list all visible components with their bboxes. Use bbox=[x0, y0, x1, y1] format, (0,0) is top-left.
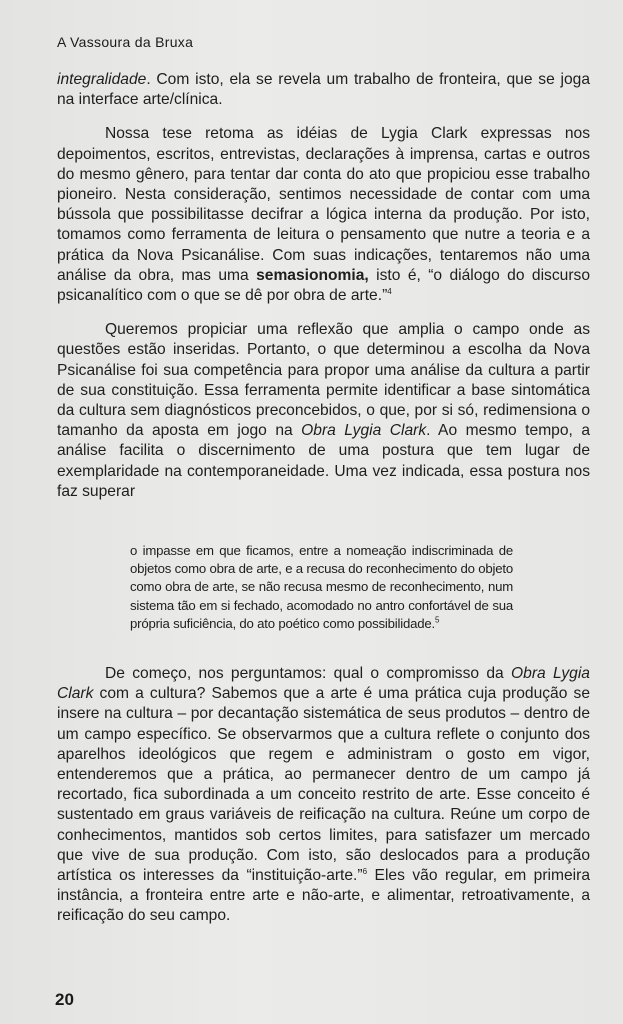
paragraph-3-text-before: Queremos propiciar uma reflexão que amplia o campo onde as questões estão inseridas. Portanto, o que determinou a escolha da Nova Psicanálise foi sua competência para propor uma análise da cultura a partir de sua constituição. Essa ferramenta permite identificar a base sintomática da cultura sem diagnósticos preconcebidos, o que, por si só, redimensiona o tamanho da aposta em jogo na bbox=[57, 321, 590, 440]
block-quote bbox=[130, 542, 513, 633]
italic-term: Obra Lygia Clark bbox=[301, 422, 427, 440]
quote-text: o impasse em que ficamos, entre a nomeação indiscriminada de objetos como obra de arte, e a recusa do reconhecimento do objeto como obra de arte, se não recusa mesmo de reconhecimento, num sistema tão em si fechado, acomodado no antro confortável de sua própria suficiência, do ato poético como possibilidade. bbox=[130, 543, 513, 631]
paragraph-4-text-after: Eles vão regular, em primeira instância, a fronteira entre arte e não-arte, e alimentar, retroativamente, a reificação do seu campo. bbox=[57, 867, 590, 925]
paragraph-4 bbox=[57, 664, 590, 927]
paragraph-2-text-before: Nossa tese retoma as idéias de Lygia Clark expressas nos depoimentos, escritos, entrevistas, declarações à imprensa, cartas e outros do mesmo gênero, para tentar dar conta do ato que propiciou esse trabalho pioneiro. Nesta consideração, sentimos necessidade de contar com uma bússola que possibilitasse decifrar a lógica interna da produção. Por isto, tomamos como ferramenta de leitura o pensamento que nutre a teoria e a prática da Nova Psicanálise. Com suas indicações, tentaremos não uma análise da obra, mas uma bbox=[57, 125, 590, 284]
main-text-bottom bbox=[57, 664, 590, 927]
footnote-marker: 5 bbox=[434, 615, 440, 625]
bold-term: semasionomia, bbox=[256, 266, 369, 284]
main-text-top bbox=[57, 70, 590, 502]
footnote-marker: 6 bbox=[362, 866, 368, 876]
paragraph-2-text-after: isto é, “o diálogo do discurso psicanalítico com o que se dê por obra de arte.” bbox=[57, 266, 590, 305]
paragraph-2 bbox=[57, 124, 590, 306]
page-number: 20 bbox=[55, 990, 74, 1009]
italic-word: integralidade bbox=[57, 71, 147, 88]
paragraph-4-text-before: De começo, nos perguntamos: qual o compromisso da bbox=[105, 665, 512, 682]
running-header: A Vassoura da Bruxa bbox=[57, 34, 194, 50]
paragraph-4-text-middle: com a cultura? Sabemos que a arte é uma prática cuja produção se insere na cultura – por decantação sistemática de seus produtos – dentro de um campo específico. Se observarmos que a cultura reflete o conjunto dos aparelhos ideológicos que regem e administram o gosto em vigor, entenderemos que a prática, ao permanecer dentro de um campo já recortado, fica subordinada a um conceito restrito de arte. Esse conceito é sustentado em graus variáveis de reificação na cultura. Reúne um corpo de conhecimentos, mantidos sob certos limites, para satisfazer um mercado que vive de sua produção. Com isto, são deslocados para a produção artística os interesses da “instituição-arte.” bbox=[57, 685, 590, 885]
paragraph-1 bbox=[57, 70, 590, 110]
italic-term: Obra Lygia Clark bbox=[57, 665, 590, 703]
footnote-marker: 4 bbox=[387, 286, 392, 296]
paragraph-1-text: . Com isto, ela se revela um trabalho de fronteira, que se joga na interface arte/clínica. bbox=[57, 71, 590, 109]
paragraph-3 bbox=[57, 320, 590, 502]
paragraph-3-text-after: . Ao mesmo tempo, a análise facilita o discernimento de uma postura que tem lugar de exemplaridade na contemporaneidade. Uma vez indicada, essa postura nos faz superar bbox=[57, 422, 590, 500]
